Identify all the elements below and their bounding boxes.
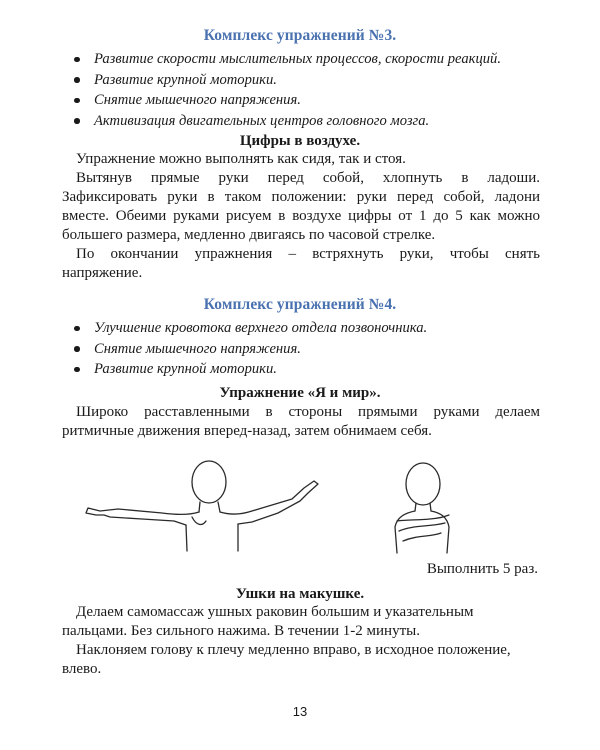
bullet-icon [74,98,80,104]
goal-item: Снятие мышечного напряжения. [0,339,600,360]
section-3-goals [0,49,600,131]
goal-item: Развитие крупной моторики. [0,359,600,380]
exercise-title-me-world: Упражнение «Я и мир». [219,385,381,401]
bullet-icon [74,118,80,124]
goal-item: Развитие скорости мыслительных процессов, скорости реакций. [0,49,600,70]
section-3-title: Комплекс упражнений №3. [203,27,397,44]
bullet-icon [74,77,80,83]
bullet-icon [74,57,80,63]
exercise-digits-text: Упражнение можно выполнять как сидя, так и стоя. Вытянув прямые руки перед собой, хлопнуть в ладоши. Зафиксировать руки в таком положении: руки перед собой, ладони вместе. Обеими руками рисуем в воздухе цифры от 1 до 5 как можно большего размера, медленно двигаясь по часовой стрелке. По окончании упражнения – встряхнуть руки, чтобы снять напряжение. [62,151,540,281]
bullet-icon [74,346,80,352]
bullet-icon [74,367,80,373]
goal-item: Развитие крупной моторики. [0,70,600,91]
goal-item: Активизация двигательных центров головного мозга. [0,111,600,132]
repeat-count: Выполнить 5 раз. [426,561,538,577]
page-number: 13 [292,704,308,719]
exercise-ears-text: Делаем самомассаж ушных раковин большим и указательным пальцами. Без сильного нажима. В течении 1-2 минуты. Наклоняем голову к плечу медленно вправо, в исходное положение, влево. [62,604,511,677]
goal-item: Снятие мышечного напряжения. [0,90,600,111]
section-4-title: Комплекс упражнений №4. [203,296,397,313]
exercise-title-ears: Ушки на макушке. [235,586,365,602]
goal-item: Улучшение кровотока верхнего отдела позвоночника. [0,318,600,339]
exercise-title-digits: Цифры в воздухе. [239,133,361,149]
self-hug-illustration [383,455,463,555]
section-4-goals [0,318,600,380]
exercise-me-world-text: Широко расставленными в стороны прямыми руками делаем ритмичные движения вперед-назад, затем обнимаем себя. [62,404,540,439]
arms-spread-illustration [82,455,327,555]
bullet-icon [74,326,80,332]
